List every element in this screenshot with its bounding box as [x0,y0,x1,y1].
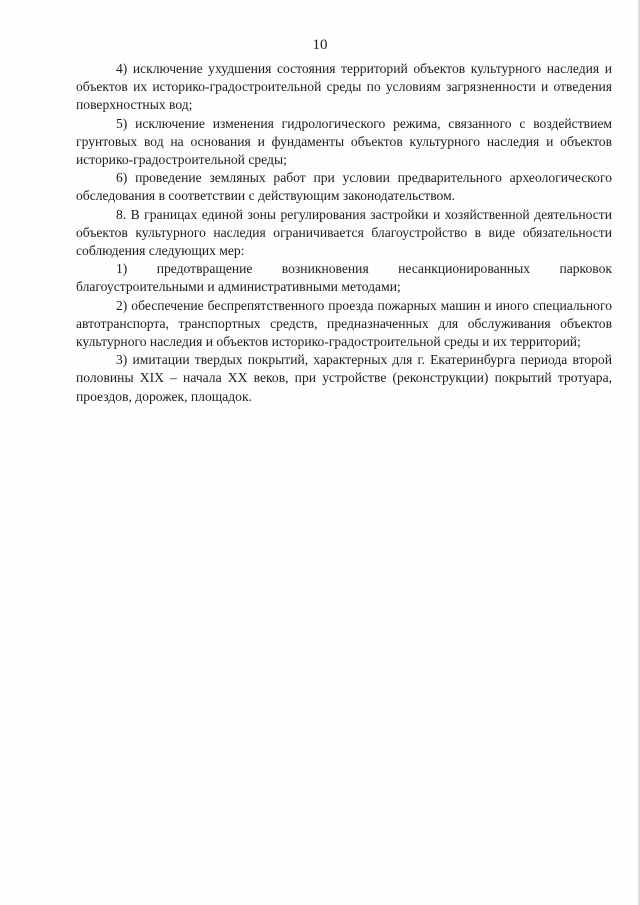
paragraph-measure-3: 3) имитации твердых покрытий, характерных для г. Екатеринбурга периода второй половины XIX – начала XX веков, при устройстве (реконструкции) покрытий тротуара, проездов, дорожек, площадок. [76,352,612,404]
paragraph-item-4: 4) исключение ухудшения состояния территорий объектов культурного наследия и объектов их историко-градостроительной среды по условиям загрязненности и отведения поверхностных вод; [76,61,612,113]
paragraph-section-8: 8. В границах единой зоны регулирования застройки и хозяйственной деятельности объектов культурного наследия ограничивается благоустройство в виде обязательности соблюдения следующих мер: [76,206,612,259]
document-body [76,60,612,406]
paragraph-measure-1: 1) предотвращение возникновения несанкционированных парковок благоустроительными и административными методами; [76,261,612,295]
paragraph-item-5: 5) исключение изменения гидрологического режима, связанного с воздействием грунтовых вод на основания и фундаменты объектов культурного наследия и объектов историко-градостроительной среды; [76,115,612,168]
page-number: 10 [312,37,328,53]
paragraph-measure-2: 2) обеспечение беспрепятственного проезда пожарных машин и иного специального автотранспорта, транспортных средств, предназначенных для обслуживания объектов культурного наследия и объектов историко-градостроительной среды и их территорий; [76,297,612,350]
paragraph-item-6: 6) проведение земляных работ при условии предварительного археологического обследования в соответствии с действующим законодательством. [76,170,612,204]
